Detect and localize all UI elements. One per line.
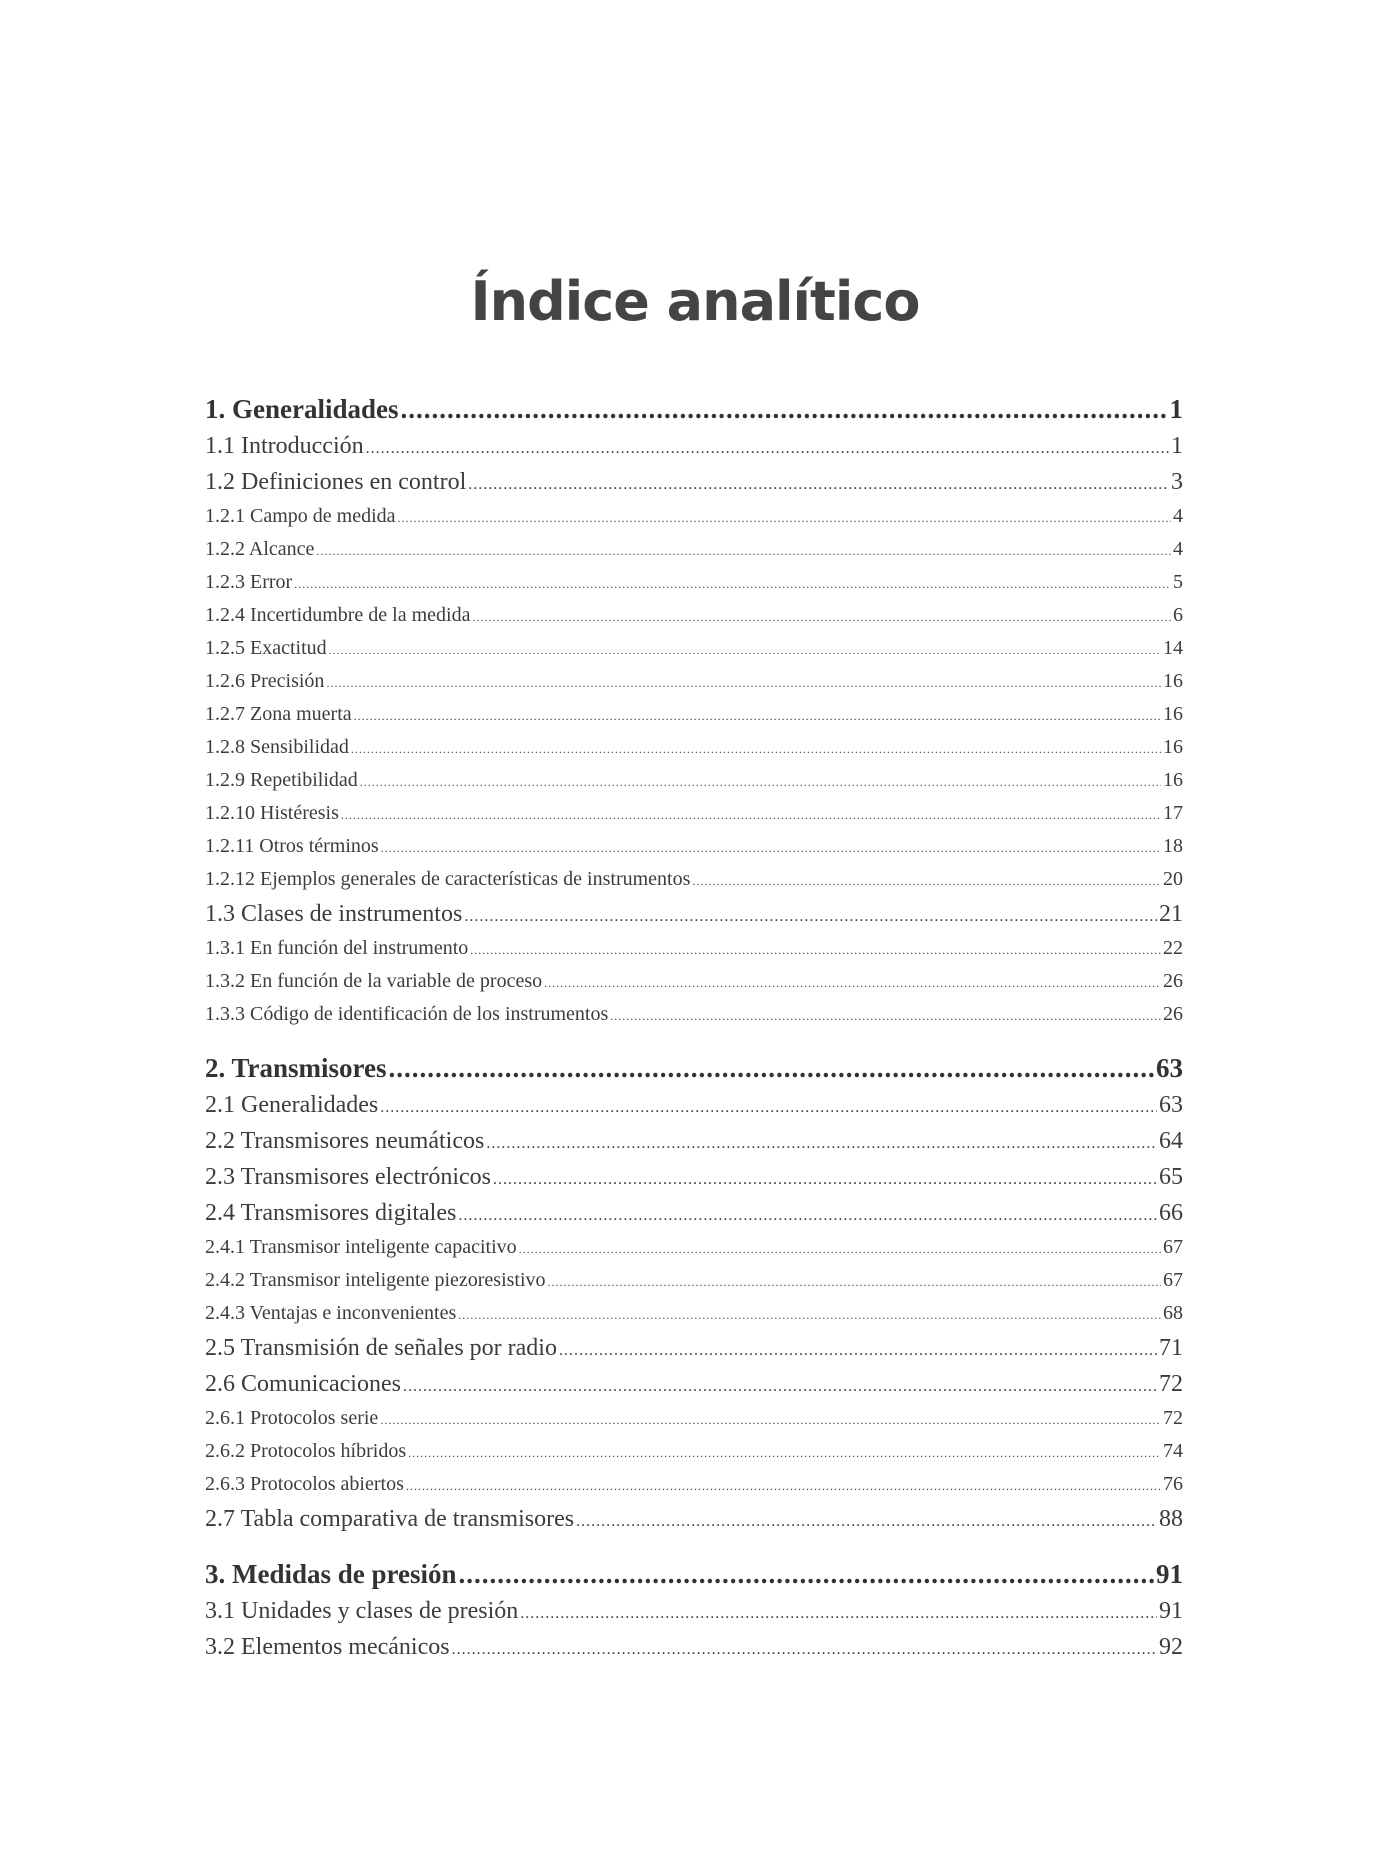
toc-page-number: 21 [1159,901,1183,927]
toc-page-number: 67 [1163,1236,1183,1258]
table-of-contents [205,390,1183,1683]
toc-section-entry [205,1330,1183,1366]
toc-page-number: 64 [1159,1128,1183,1154]
toc-page-number: 16 [1163,703,1183,725]
toc-entry-label: 2. Transmisores [205,1053,387,1083]
toc-subsection-entry [205,1435,1183,1468]
dot-leader [459,1555,1154,1593]
toc-page-number: 20 [1163,868,1183,890]
toc-entry-label: 2.7 Tabla comparativa de transmisores [205,1506,575,1532]
toc-entry-label: 2.4.1 Transmisor inteligente capacitivo [205,1236,517,1258]
dot-leader [294,568,1171,599]
toc-entry-label: 1.2.7 Zona muerta [205,703,352,725]
toc-subsection-entry [205,1402,1183,1435]
toc-entry-label: 1.2.10 Histéresis [205,802,339,824]
dot-leader [408,1437,1161,1468]
toc-page-number: 4 [1173,505,1183,527]
toc-page-number: 66 [1159,1200,1183,1226]
toc-section-entry [205,1123,1183,1159]
toc-entry-label: 3.2 Elementos mecánicos [205,1634,450,1660]
dot-leader [398,502,1171,533]
toc-page-number: 72 [1163,1407,1183,1429]
toc-section-entry [205,896,1183,932]
dot-leader [559,1333,1157,1366]
toc-entry-label: 2.4.3 Ventajas e inconvenientes [205,1302,457,1324]
toc-section-entry [205,428,1183,464]
dot-leader [493,1162,1157,1195]
toc-entry-label: 2.6.3 Protocolos abiertos [205,1473,404,1495]
toc-entry-label: 2.3 Transmisores electrónicos [205,1164,491,1190]
dot-leader [520,1596,1157,1629]
dot-leader [380,1090,1157,1123]
toc-entry-label: 1.2.5 Exactitud [205,637,327,659]
toc-subsection-entry [205,998,1183,1031]
toc-subsection-entry [205,1468,1183,1501]
toc-page-number: 1 [1169,394,1183,424]
toc-entry-label: 1.3.2 En función de la variable de proceso [205,970,543,992]
toc-subsection-entry [205,1264,1183,1297]
dot-leader [458,1198,1157,1231]
toc-page-number: 16 [1163,736,1183,758]
toc-entry-label: 2.4 Transmisores digitales [205,1200,457,1226]
toc-subsection-entry [205,599,1183,632]
toc-page-number: 65 [1159,1164,1183,1190]
toc-page-number: 17 [1163,802,1183,824]
toc-page-number: 74 [1163,1440,1183,1462]
toc-section-entry [205,1195,1183,1231]
toc-page-number: 26 [1163,1003,1183,1025]
toc-subsection-entry [205,632,1183,665]
toc-section-entry [205,1501,1183,1537]
dot-leader [472,601,1171,632]
toc-entry-label: 1.2.2 Alcance [205,538,315,560]
toc-page-number: 76 [1163,1473,1183,1495]
dot-leader [381,832,1161,863]
toc-entry-label: 1.3.1 En función del instrumento [205,937,469,959]
dot-leader [403,1369,1157,1402]
toc-subsection-entry [205,500,1183,533]
toc-section-entry [205,1629,1183,1665]
toc-page-number: 71 [1159,1335,1183,1361]
toc-page-number: 63 [1159,1092,1183,1118]
dot-leader [401,390,1168,428]
toc-chapter-heading [205,390,1183,428]
toc-page-number: 1 [1171,433,1183,459]
toc-page-number: 6 [1173,604,1183,626]
dot-leader [351,733,1161,764]
toc-subsection-entry [205,665,1183,698]
dot-leader [341,799,1161,830]
dot-leader [610,1000,1161,1031]
toc-entry-label: 2.4.2 Transmisor inteligente piezoresistivo [205,1269,546,1291]
dot-leader [366,431,1169,464]
toc-entry-label: 1.2.4 Incertidumbre de la medida [205,604,471,626]
toc-section-entry [205,1159,1183,1195]
dot-leader [548,1266,1161,1297]
toc-chapter [205,390,1183,1031]
toc-entry-label: 1.2.1 Campo de medida [205,505,396,527]
dot-leader [354,700,1161,731]
toc-entry-label: 1.2.9 Repetibilidad [205,769,358,791]
dot-leader [380,1404,1161,1435]
toc-subsection-entry [205,830,1183,863]
dot-leader [329,634,1161,665]
toc-page-number: 72 [1159,1371,1183,1397]
dot-leader [486,1126,1157,1159]
dot-leader [692,865,1161,896]
toc-subsection-entry [205,863,1183,896]
toc-entry-label: 1.2.3 Error [205,571,293,593]
toc-entry-label: 1.2.12 Ejemplos generales de características de instrumentos [205,868,691,890]
toc-chapter-heading [205,1049,1183,1087]
toc-page-number: 63 [1156,1053,1183,1083]
toc-page-number: 91 [1159,1598,1183,1624]
toc-page-number: 22 [1163,937,1183,959]
toc-entry-label: 3.1 Unidades y clases de presión [205,1598,519,1624]
toc-entry-label: 1.2.11 Otros términos [205,835,379,857]
toc-entry-label: 2.6 Comunicaciones [205,1371,401,1397]
dot-leader [576,1504,1157,1537]
page-title: Índice analítico [470,270,920,333]
toc-entry-label: 1.3 Clases de instrumentos [205,901,463,927]
toc-page-number: 16 [1163,670,1183,692]
toc-subsection-entry [205,932,1183,965]
toc-entry-label: 1.3.3 Código de identificación de los instrumentos [205,1003,609,1025]
toc-page-number: 67 [1163,1269,1183,1291]
toc-page-number: 88 [1159,1506,1183,1532]
toc-page-number: 18 [1163,835,1183,857]
toc-chapter [205,1555,1183,1665]
dot-leader [406,1470,1161,1501]
toc-page-number: 68 [1163,1302,1183,1324]
toc-section-entry [205,464,1183,500]
toc-section-entry [205,1366,1183,1402]
toc-subsection-entry [205,533,1183,566]
dot-leader [470,934,1161,965]
toc-subsection-entry [205,1297,1183,1330]
dot-leader [544,967,1161,998]
toc-page-number: 3 [1171,469,1183,495]
toc-subsection-entry [205,797,1183,830]
dot-leader [519,1233,1161,1264]
toc-subsection-entry [205,965,1183,998]
toc-subsection-entry [205,1231,1183,1264]
dot-leader [316,535,1171,566]
toc-page-number: 16 [1163,769,1183,791]
toc-page-number: 14 [1163,637,1183,659]
toc-subsection-entry [205,764,1183,797]
dot-leader [458,1299,1161,1330]
toc-entry-label: 2.6.1 Protocolos serie [205,1407,379,1429]
toc-chapter-heading [205,1555,1183,1593]
toc-section-entry [205,1087,1183,1123]
toc-subsection-entry [205,566,1183,599]
toc-page-number: 91 [1156,1559,1183,1589]
dot-leader [468,467,1169,500]
toc-entry-label: 2.2 Transmisores neumáticos [205,1128,485,1154]
toc-section-entry [205,1593,1183,1629]
dot-leader [452,1632,1157,1665]
toc-subsection-entry [205,731,1183,764]
dot-leader [326,667,1161,698]
toc-entry-label: 1.2.6 Precisión [205,670,325,692]
toc-entry-label: 1. Generalidades [205,394,399,424]
toc-page-number: 26 [1163,970,1183,992]
toc-entry-label: 1.1 Introducción [205,433,364,459]
toc-entry-label: 3. Medidas de presión [205,1559,457,1589]
toc-subsection-entry [205,698,1183,731]
toc-page-number: 92 [1159,1634,1183,1660]
toc-entry-label: 1.2 Definiciones en control [205,469,467,495]
toc-page-number: 4 [1173,538,1183,560]
toc-entry-label: 2.1 Generalidades [205,1092,379,1118]
toc-entry-label: 2.5 Transmisión de señales por radio [205,1335,557,1361]
dot-leader [389,1049,1154,1087]
toc-entry-label: 1.2.8 Sensibilidad [205,736,349,758]
toc-entry-label: 2.6.2 Protocolos híbridos [205,1440,407,1462]
dot-leader [464,899,1157,932]
toc-chapter [205,1049,1183,1537]
dot-leader [360,766,1161,797]
toc-page-number: 5 [1173,571,1183,593]
